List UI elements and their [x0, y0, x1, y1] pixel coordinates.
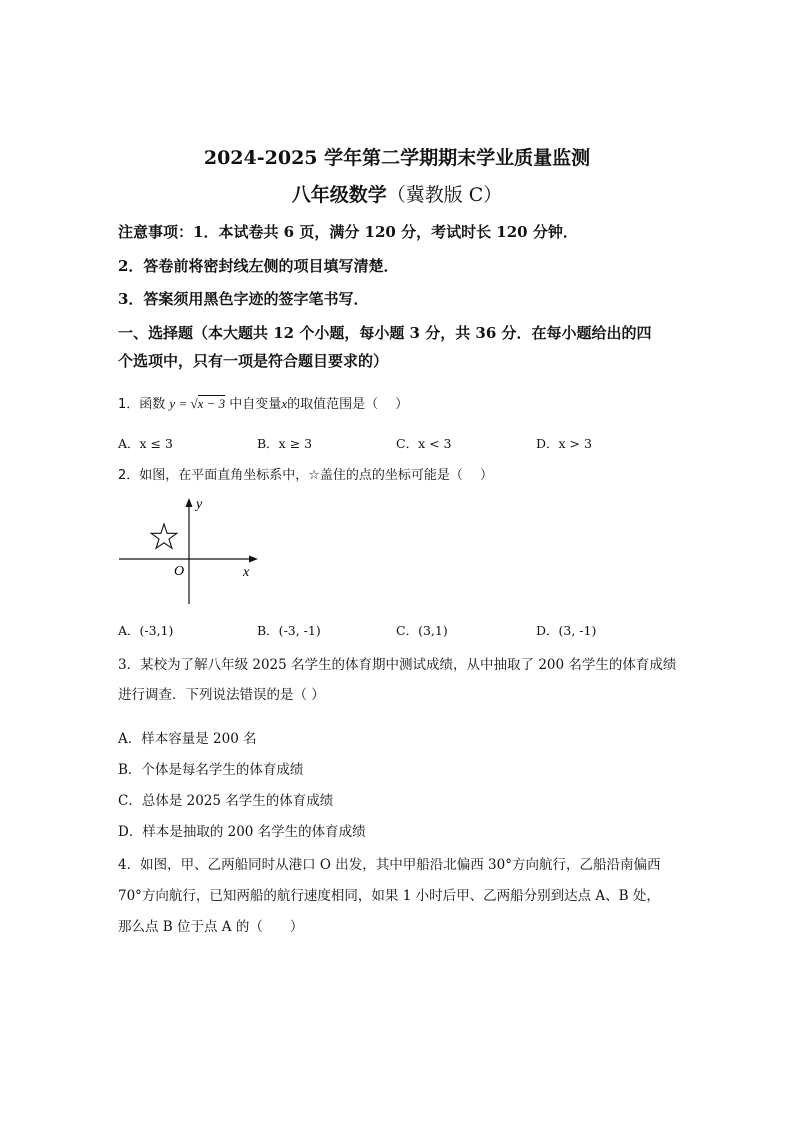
star-icon: [151, 524, 177, 548]
q3-option-c: C．总体是 2025 名学生的体育成绩: [118, 793, 334, 809]
y-axis-label: y: [196, 497, 203, 512]
y-axis-arrow-icon: [186, 498, 193, 507]
x-axis-arrow-icon: [249, 556, 258, 563]
q3-option-a: A．样本容量是 200 名: [118, 731, 257, 747]
q1-option-a: A．x ≤ 3: [118, 436, 173, 451]
subtitle-main: 八年级数学: [291, 184, 387, 206]
x-axis-label: x: [243, 565, 250, 580]
exam-title: 2024-2025 学年第二学期期末学业质量监测: [203, 147, 591, 169]
q1-option-c: C．x < 3: [396, 436, 452, 451]
q1-formula-lhs: y =: [169, 396, 191, 411]
question-2-stem: 2．如图，在平面直角坐标系中，☆盖住的点的坐标可能是（ ）: [118, 468, 494, 483]
q1-suffix: 的取值范围是（ ）: [287, 397, 409, 412]
q1-var: x: [281, 396, 288, 411]
coordinate-plane-figure: [116, 492, 266, 607]
question-4-line-3: 那么点 B 位于点 A 的（ ）: [118, 919, 304, 935]
question-4-line-2: 70°方向航行，已知两船的航行速度相同，如果 1 小时后甲、乙两船分别到达点 A、B 处，: [118, 888, 660, 904]
q3-option-d: D．样本是抽取的 200 名学生的体育成绩: [118, 824, 366, 840]
question-3-line-2: 进行调查．下列说法错误的是（ ）: [118, 687, 325, 703]
q2-option-c: C．(3,1): [396, 623, 448, 638]
q1-formula: [169, 395, 225, 411]
q2-option-b: B．(-3, -1): [257, 623, 321, 638]
sqrt-symbol-icon: √: [190, 396, 198, 411]
q3-option-b: B．个体是每名学生的体育成绩: [118, 762, 304, 778]
subtitle-edition: （冀教版 C）: [386, 184, 503, 206]
question-4-line-1: 4．如图，甲、乙两船同时从港口 O 出发，其中甲船沿北偏西 30°方向航行，乙船沿南偏西: [118, 857, 661, 873]
q2-option-d: D．(3, -1): [536, 623, 597, 638]
note-line-1: 注意事项：1．本试卷共 6 页，满分 120 分，考试时长 120 分钟．: [118, 223, 578, 241]
q1-option-b: B．x ≥ 3: [257, 436, 313, 451]
section-heading-line-2: 个选项中，只有一项是符合题目要求的）: [118, 352, 389, 370]
section-heading-line-1: 一、选择题（本大题共 12 个小题，每小题 3 分，共 36 分．在每小题给出的四: [118, 324, 652, 342]
note-line-2: 2．答卷前将密封线左侧的项目填写清楚．: [118, 257, 399, 275]
exam-subtitle: [0, 180, 794, 207]
q1-option-d: D．x > 3: [536, 436, 592, 451]
question-1-stem: [118, 393, 408, 412]
question-3-line-1: 3．某校为了解八年级 2025 名学生的体育期中测试成绩，从中抽取了 200 名学生的体育成绩: [118, 657, 677, 673]
q1-prefix: 1．函数: [118, 397, 166, 412]
q1-middle: 中自变量: [229, 397, 282, 412]
q2-option-a: A．(-3,1): [118, 623, 174, 638]
origin-label: O: [174, 564, 185, 579]
note-line-3: 3．答案须用黑色字迹的签字笔书写．: [118, 290, 369, 308]
q1-formula-radicand: x − 3: [197, 396, 226, 411]
